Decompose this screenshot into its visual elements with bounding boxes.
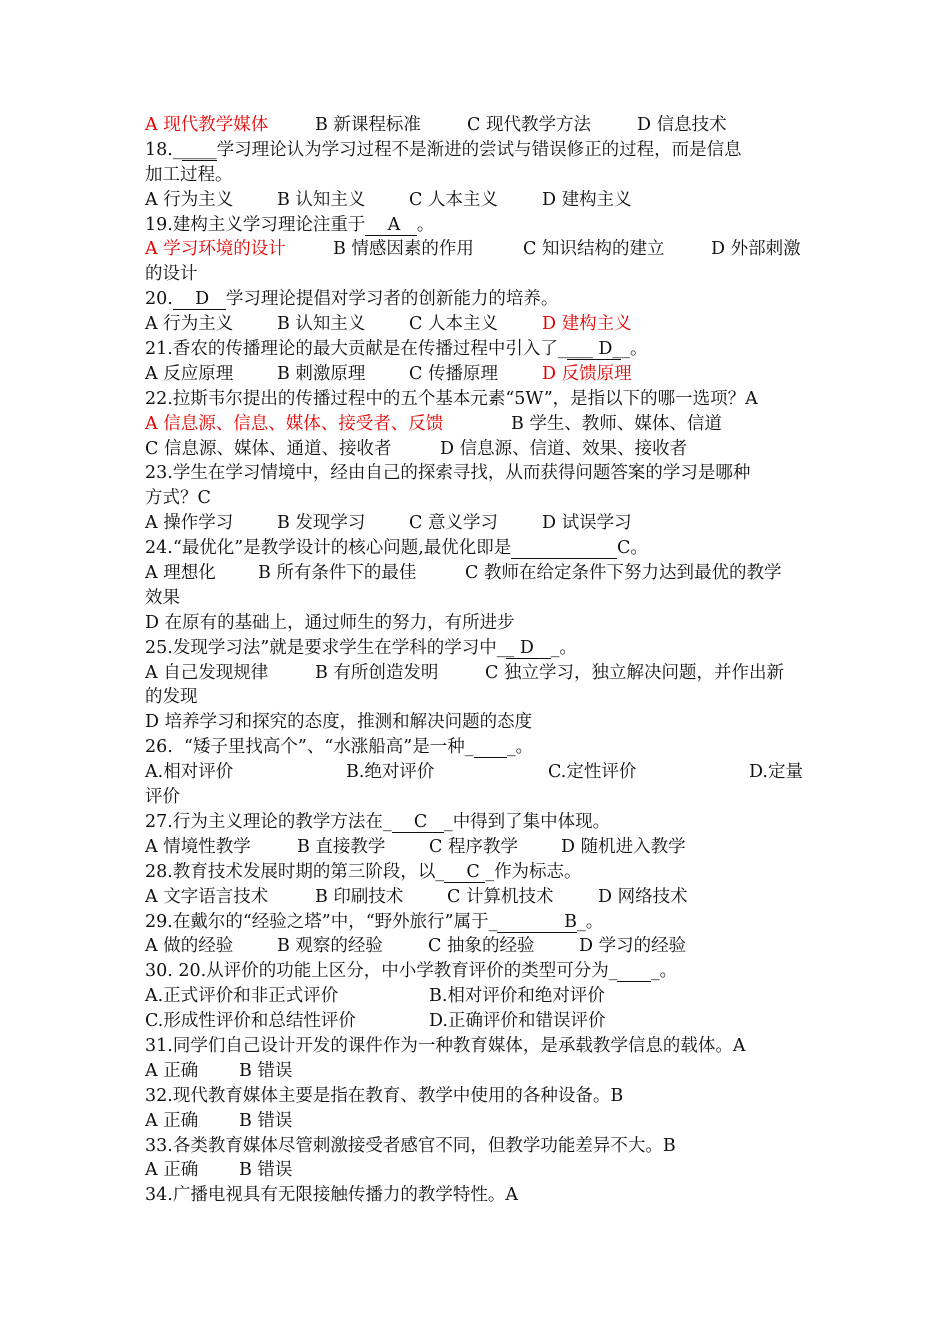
text-line [145,1059,810,1084]
text-line [145,188,810,213]
answer-option-highlighted: A 学习环境的设计 [145,239,286,260]
text-line [145,636,810,661]
answer-blank: A [365,214,417,235]
answer-option: B 直接教学 [297,836,386,857]
text-run: 方式？C [145,488,211,509]
answer-option: C 人本主义 [409,314,498,335]
answer-option: A.正式评价和非正式评价 [145,986,339,1007]
answer-option: B 刺激原理 [277,363,366,384]
text-line [145,536,810,561]
text-line [145,1109,810,1134]
text-line [145,959,810,984]
text-line [145,437,810,462]
text-line [145,213,810,238]
answer-option: B 认知主义 [277,189,366,210]
answer-option: C 知识结构的建立 [523,239,665,260]
answer-option: B 错误 [239,1060,293,1081]
text-line [145,785,810,810]
answer-option: A 正确 [145,1110,199,1131]
text-line [145,312,810,337]
answer-option: B 发现学习 [277,513,366,534]
text-run: _中得到了集中体现。 [443,811,611,832]
text-run: 32.现代教育媒体主要是指在教育、教学中使用的各种设备。B [145,1085,624,1106]
text-run: 26. “矮子里找高个”、“水涨船高”是一种_ [145,737,474,758]
text-line [145,138,810,163]
answer-option: A 做的经验 [145,936,234,957]
answer-option: C 程序教学 [429,836,518,857]
text-line [145,387,810,412]
text-run: 学习理论认为学习过程不是渐进的尝试与错误修正的过程，而是信息 [216,139,742,160]
answer-option: B 所有条件下的最佳 [258,563,417,584]
answer-option: A 正确 [145,1060,199,1081]
text-line [145,237,810,262]
answer-option: D 建构主义 [542,189,632,210]
answer-option: B 印刷技术 [315,886,404,907]
answer-option: C 现代教学方法 [467,115,591,135]
text-line [145,287,810,312]
text-line [145,362,810,387]
text-line [145,113,810,138]
answer-option: A 行为主义 [145,189,234,210]
text-line [145,1158,810,1183]
text-run: 29.在戴尔的“经验之塔”中，“野外旅行”属于_ [145,911,498,932]
answer-option: D 信息源、信道、效果、接收者 [440,438,688,459]
text-run: 24.“最优化”是教学设计的核心问题,最优化即是 [145,538,512,559]
text-run: _。 [621,339,648,360]
text-line [145,910,810,935]
text-run: 加工过程。 [145,164,233,185]
text-line [145,1134,810,1159]
answer-option: A 自己发现规律 [145,662,269,683]
answer-blank [617,961,650,982]
text-line [145,661,810,686]
answer-option: B 错误 [239,1110,293,1131]
text-run: 34.广播电视具有无限接触传播力的教学特性。A [145,1185,518,1206]
answer-option: C 人本主义 [409,189,498,210]
text-line [145,163,810,188]
answer-option: B.相对评价和绝对评价 [429,986,605,1007]
text-line [145,337,810,362]
text-line [145,1034,810,1059]
text-run: 21.香农的传播理论的最大贡献是在传播过程中引入了_ [145,339,567,360]
text-line [145,561,810,586]
answer-option-highlighted: D 反馈原理 [542,363,632,384]
answer-option: C.形成性评价和总结性评价 [145,1011,356,1032]
text-run: 。 [416,214,435,235]
answer-blank: C [444,861,486,882]
text-line [145,984,810,1009]
text-line [145,486,810,511]
text-run: C。 [617,538,648,559]
answer-blank: _ D [505,637,551,658]
answer-option: B 情感因素的作用 [333,239,474,260]
text-run: 25.发现学习法”就是要求学生在学科的学习中_ [145,637,506,658]
answer-option: B 学生、教师、媒体、信道 [511,413,722,434]
text-run: 33.各类教育媒体尽管刺激接受者感官不同，但教学功能差异不大。B [145,1135,676,1156]
answer-option: D.定量 [749,762,803,783]
text-line [145,835,810,860]
answer-option: A 文字语言技术 [145,886,269,907]
answer-blank: B [497,911,577,932]
answer-option: A 正确 [145,1160,199,1181]
text-line [145,586,810,611]
answer-option: D 随机进入教学 [561,836,686,857]
text-line [145,1084,810,1109]
text-run: 的设计 [145,264,198,285]
answer-option: D.正确评价和错误评价 [429,1011,606,1032]
answer-option: C 抽象的经验 [428,936,535,957]
text-run: _。 [650,961,678,982]
answer-option: A.相对评价 [145,762,234,783]
answer-blank: ___ D_ [566,339,622,360]
text-run: 28.教育技术发展时期的第三阶段，以_ [145,861,445,882]
text-run: 22.拉斯韦尔提出的传播过程中的五个基本元素“5W”，是指以下的哪一选项？A [145,388,758,409]
text-line [145,885,810,910]
answer-blank [474,737,507,758]
answer-blank: C [391,811,444,832]
answer-blank [511,538,617,559]
text-line [145,262,810,287]
answer-option: A 行为主义 [145,314,234,335]
answer-option: D 网络技术 [598,886,688,907]
text-line [145,685,810,710]
answer-blank: ____ [181,139,217,160]
text-run: 18._ [145,139,182,160]
text-run: 的发现 [145,687,198,708]
text-line [145,1009,810,1034]
answer-option: C 计算机技术 [447,886,554,907]
text-line [145,611,810,636]
document-page [145,113,810,1208]
answer-option: A 反应原理 [145,363,234,384]
answer-option: C 信息源、媒体、通道、接收者 [145,438,392,459]
text-run: 学习理论提倡对学习者的创新能力的培养。 [225,289,559,310]
text-run: _作为标志。 [485,861,582,882]
answer-option: B 有所创造发明 [315,662,439,683]
text-line [145,810,810,835]
text-line [145,735,810,760]
text-run: 30. 20.从评价的功能上区分，中小学教育评价的类型可分为_ [145,961,618,982]
answer-option: A 情境性教学 [145,836,251,857]
text-run: 31.同学们自己设计开发的课件作为一种教育媒体，是承载教学信息的载体。A [145,1035,746,1056]
answer-option: C 教师在给定条件下努力达到最优的教学 [465,563,782,584]
answer-option-highlighted: A 信息源、信息、媒体、接受者、反馈 [145,413,444,434]
answer-option: B.绝对评价 [346,762,435,783]
text-run: 评价 [145,787,180,808]
text-run: 23.学生在学习情境中，经由自己的探索寻找，从而获得问题答案的学习是哪种 [145,463,751,484]
text-line [145,710,810,735]
text-line [145,1183,810,1208]
answer-option: D 试误学习 [542,513,632,534]
answer-option: B 新课程标准 [315,115,421,135]
answer-option: A 理想化 [145,563,216,584]
answer-option: B 认知主义 [277,314,366,335]
text-run: D 在原有的基础上，通过师生的努力，有所进步 [145,612,515,633]
answer-option: C 传播原理 [409,363,498,384]
text-run: _。 [577,911,604,932]
answer-option: D 外部刺激 [711,239,801,260]
text-line [145,860,810,885]
text-line [145,934,810,959]
answer-option: B 观察的经验 [277,936,383,957]
answer-option-highlighted: D 建构主义 [542,314,632,335]
text-run: 27.行为主义理论的教学方法在_ [145,811,392,832]
answer-blank: D [172,289,226,310]
answer-option: D 信息技术 [637,115,727,135]
text-line [145,760,810,785]
text-line [145,511,810,536]
text-run: 效果 [145,587,180,608]
text-line [145,461,810,486]
answer-option: A 操作学习 [145,513,234,534]
answer-option: D 学习的经验 [579,936,687,957]
answer-option: B 错误 [239,1160,293,1181]
answer-option-highlighted: A 现代教学媒体 [145,115,269,135]
text-line [145,412,810,437]
text-run: _。 [550,637,577,658]
answer-option: C.定性评价 [548,762,637,783]
answer-option: C 独立学习，独立解决问题，并作出新 [485,662,784,683]
answer-option: C 意义学习 [409,513,498,534]
text-run: _。 [506,737,534,758]
text-run: 19.建构主义学习理论注重于 [145,214,366,235]
text-run: 20. [145,289,173,310]
text-run: D 培养学习和探究的态度，推测和解决问题的态度 [145,712,533,733]
